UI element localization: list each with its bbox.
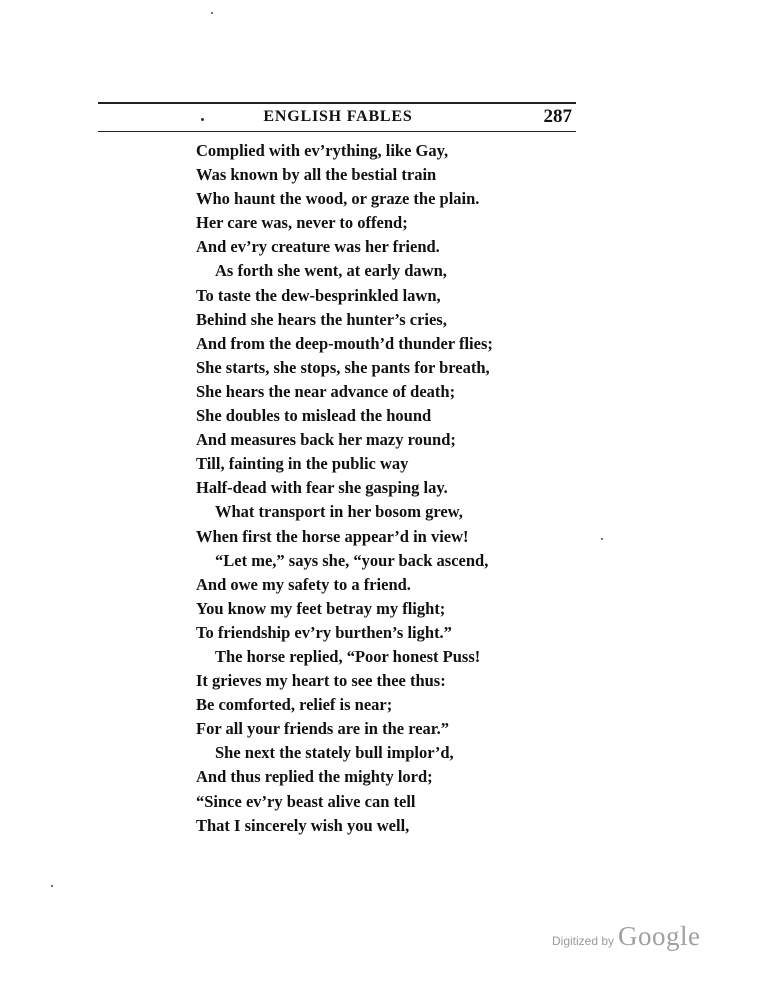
- poem-line: And owe my safety to a friend.: [196, 574, 411, 594]
- poem-line: And thus replied the mighty lord;: [196, 767, 433, 787]
- poem-line: When first the horse appear’d in view!: [196, 526, 469, 546]
- poem-line: She doubles to mislead the hound: [196, 406, 432, 426]
- poem-line: She hears the near advance of death;: [196, 381, 456, 401]
- running-head: ENGLISH FABLES: [263, 108, 413, 125]
- poem-line: As forth she went, at early dawn,: [215, 261, 447, 281]
- poem-line: Be comforted, relief is near;: [196, 695, 393, 715]
- google-logo: Google: [618, 921, 701, 951]
- poem-line: “Since ev’ry beast alive can tell: [196, 791, 416, 811]
- poem-line: She starts, she stops, she pants for breath,: [196, 357, 490, 377]
- poem-line: She next the stately bull implor’d,: [215, 743, 454, 763]
- poem-line: What transport in her bosom grew,: [215, 502, 463, 522]
- poem-line: You know my feet betray my flight;: [196, 598, 446, 618]
- digitized-by-google-watermark: [552, 921, 701, 952]
- poem-line: Her care was, never to offend;: [196, 213, 408, 233]
- poem-line: That I sincerely wish you well,: [196, 815, 410, 835]
- poem-line: To taste the dew-besprinkled lawn,: [196, 285, 441, 305]
- header-rule-top: [98, 102, 576, 104]
- poem-line: To friendship ev’ry burthen’s light.”: [196, 622, 452, 642]
- scan-speck: [211, 12, 213, 14]
- header-rule-bottom: [98, 131, 576, 132]
- poem-line: Was known by all the bestial train: [196, 165, 437, 185]
- poem-line: It grieves my heart to see thee thus:: [196, 671, 446, 691]
- poem-line: Till, fainting in the public way: [196, 454, 409, 474]
- poem-line: The horse replied, “Poor honest Puss!: [215, 646, 481, 666]
- poem-line: And measures back her mazy round;: [196, 430, 456, 450]
- poem-line: Complied with ev’rything, like Gay,: [196, 141, 449, 160]
- poem-line: Behind she hears the hunter’s cries,: [196, 309, 447, 329]
- poem-line: And ev’ry creature was her friend.: [196, 237, 440, 257]
- poem-line: Who haunt the wood, or graze the plain.: [196, 189, 480, 209]
- watermark-prefix: Digitized by: [552, 934, 615, 948]
- poem-text: [196, 139, 576, 838]
- page-number: 287: [543, 106, 572, 127]
- poem-line: “Let me,” says she, “your back ascend,: [215, 550, 489, 570]
- scan-speck: [601, 538, 603, 540]
- poem-line: For all your friends are in the rear.”: [196, 719, 449, 739]
- scan-speck: [51, 885, 53, 887]
- poem-line: Half-dead with fear she gasping lay.: [196, 478, 448, 498]
- poem-line: And from the deep-mouth’d thunder flies;: [196, 333, 493, 353]
